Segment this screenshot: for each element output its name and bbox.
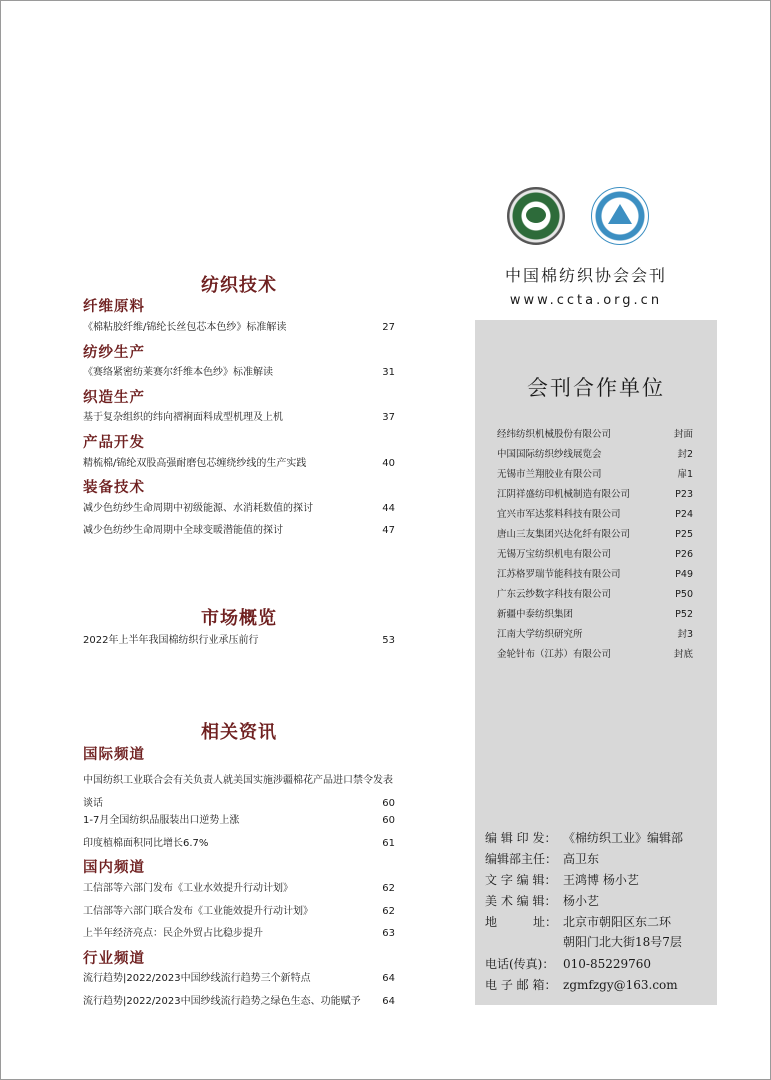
- imprint-info: [485, 828, 713, 996]
- table-of-contents: [83, 1, 395, 1079]
- list-item: [497, 528, 693, 548]
- mountain-icon: [608, 204, 632, 224]
- toc-entry-page: 40: [382, 458, 395, 469]
- toc-entry-page: 62: [382, 883, 395, 894]
- toc-entry-title: 印度植棉面积同比增长6.7%: [83, 838, 209, 849]
- toc-entry[interactable]: [83, 411, 395, 425]
- toc-entry-page: 63: [382, 928, 395, 939]
- partners-list: [497, 428, 693, 668]
- group-title-fiber: 纤维原料: [83, 299, 145, 315]
- partner-page: 封3: [677, 629, 693, 640]
- imprint-label: 编 辑 印 发：: [485, 831, 557, 845]
- partners-title: 会刊合作单位: [527, 376, 665, 400]
- toc-entry-page: 44: [382, 503, 395, 514]
- ccta-logo-icon: [507, 187, 565, 245]
- imprint-row: [485, 849, 713, 870]
- cotton-boll-icon: [526, 207, 546, 223]
- imprint-row: [485, 912, 713, 954]
- toc-entry[interactable]: [83, 457, 395, 471]
- toc-entry-title: 减少色纺纱生命周期中全球变暖潜能值的探讨: [83, 525, 283, 536]
- toc-entry-page: 62: [382, 906, 395, 917]
- partner-page: 封底: [673, 649, 693, 660]
- partner-name: 广东云纱数字科技有限公司: [497, 589, 612, 600]
- toc-entry[interactable]: [83, 769, 395, 815]
- partner-name: 江苏格罗瑞节能科技有限公司: [497, 569, 621, 580]
- toc-entry-page: 60: [382, 815, 395, 826]
- toc-entry-title: 流行趋势|2022/2023中国纱线流行趋势三个新特点: [83, 973, 311, 984]
- toc-entry[interactable]: [83, 814, 395, 828]
- partner-name: 唐山三友集团兴达化纤有限公司: [497, 529, 631, 540]
- toc-entry[interactable]: [83, 524, 395, 538]
- imprint-label: 电话(传真)：: [485, 957, 555, 971]
- partner-page: 封面: [673, 429, 693, 440]
- imprint-label: 地 址：: [485, 915, 558, 929]
- toc-entry-page: 61: [382, 838, 395, 849]
- list-item: [497, 448, 693, 468]
- imprint-label: 电 子 邮 箱：: [485, 978, 557, 992]
- toc-entry-title: 1-7月全国纺织品服装出口逆势上涨: [83, 815, 240, 826]
- list-item: [497, 428, 693, 448]
- imprint-row: [485, 891, 713, 912]
- list-item: [497, 588, 693, 608]
- list-item: [497, 648, 693, 668]
- partner-name: 无锡市兰翔胶业有限公司: [497, 469, 602, 480]
- group-title-product-dev: 产品开发: [83, 435, 145, 451]
- imprint-row: [485, 975, 713, 996]
- toc-entry-title: 减少色纺纱生命周期中初级能源、水消耗数值的探讨: [83, 503, 313, 514]
- partner-name: 经纬纺织机械股份有限公司: [497, 429, 612, 440]
- toc-entry[interactable]: [83, 905, 395, 919]
- toc-entry[interactable]: [83, 502, 395, 516]
- partner-name: 无锡万宝纺织机电有限公司: [497, 549, 612, 560]
- section-title-news: 相关资讯: [201, 722, 277, 743]
- section-title-market: 市场概览: [201, 608, 277, 629]
- address-line-2: 朝阳门北大街18号7层: [563, 935, 682, 949]
- toc-entry-page: 37: [382, 412, 395, 423]
- toc-entry[interactable]: [83, 321, 395, 335]
- toc-entry-page: 64: [382, 996, 395, 1007]
- toc-entry-title: 流行趋势|2022/2023中国纱线流行趋势之绿色生态、功能赋予: [83, 996, 361, 1007]
- group-title-weaving: 织造生产: [83, 390, 145, 406]
- toc-entry[interactable]: [83, 882, 395, 896]
- partner-page: 扉1: [677, 469, 693, 480]
- partner-name: 中国国际纺织纱线展览会: [497, 449, 602, 460]
- imprint-label: 文 字 编 辑：: [485, 873, 557, 887]
- toc-entry-title: 精梳棉/锦纶双股高强耐磨包芯缠绕纱线的生产实践: [83, 458, 307, 469]
- imprint-value: [563, 912, 682, 952]
- toc-entry[interactable]: [83, 927, 395, 941]
- toc-entry-page: 64: [382, 973, 395, 984]
- group-title-industry: 行业频道: [83, 951, 145, 967]
- imprint-row: [485, 954, 713, 975]
- toc-entry-title: 工信部等六部门联合发布《工业能效提升行动计划》: [83, 906, 313, 917]
- address-line-1: 北京市朝阳区东二环: [563, 915, 672, 929]
- association-url[interactable]: www.ccta.org.cn: [509, 293, 663, 308]
- list-item: [497, 568, 693, 588]
- partner-name: 金轮针布（江苏）有限公司: [497, 649, 612, 660]
- association-name: 中国棉纺织协会会刊: [504, 266, 667, 285]
- list-item: [497, 468, 693, 488]
- group-title-international: 国际频道: [83, 747, 145, 763]
- phone-number: 010-85229760: [563, 957, 652, 971]
- partner-page: 封2: [677, 449, 693, 460]
- imprint-row: [485, 828, 713, 849]
- partner-page: P25: [675, 529, 693, 540]
- imprint-label: 编辑部主任：: [485, 852, 558, 866]
- partner-name: 新疆中泰纺织集团: [497, 609, 574, 620]
- imprint-label: 美 术 编 辑：: [485, 894, 557, 908]
- partner-page: P52: [675, 609, 693, 620]
- partner-page: P50: [675, 589, 693, 600]
- partner-name: 江阴祥盛纺印机械制造有限公司: [497, 489, 631, 500]
- toc-entry-title: 上半年经济亮点：民企外贸占比稳步提升: [83, 928, 263, 939]
- list-item: [497, 508, 693, 528]
- toc-entry-page: 60: [382, 798, 395, 809]
- imprint-value: 王鸿博 杨小艺: [563, 873, 639, 887]
- toc-entry-title: 基于复杂组织的纬向褶裥面料成型机理及上机: [83, 412, 283, 423]
- list-item: [497, 488, 693, 508]
- toc-entry-page: 53: [382, 635, 395, 646]
- list-item: [497, 608, 693, 628]
- toc-entry-title: 中国纺织工业联合会有关负责人就美国实施涉疆棉花产品进口禁令发表谈话: [83, 775, 393, 809]
- toc-entry[interactable]: [83, 972, 395, 986]
- list-item: [497, 628, 693, 648]
- partner-page: P49: [675, 569, 693, 580]
- list-item: [497, 548, 693, 568]
- logos: [505, 187, 655, 247]
- partner-page: P23: [675, 489, 693, 500]
- toc-entry-page: 27: [382, 322, 395, 333]
- imprint-value: 高卫东: [563, 852, 600, 866]
- toc-entry[interactable]: [83, 995, 395, 1009]
- group-title-spinning: 纺纱生产: [83, 345, 145, 361]
- partner-name: 江南大学纺织研究所: [497, 629, 583, 640]
- section-title-textile-tech: 纺织技术: [201, 275, 277, 296]
- imprint-row: [485, 870, 713, 891]
- toc-entry[interactable]: [83, 837, 395, 851]
- group-title-domestic: 国内频道: [83, 860, 145, 876]
- imprint-value: 杨小艺: [563, 894, 600, 908]
- toc-entry-title: 2022年上半年我国棉纺织行业承压前行: [83, 635, 259, 646]
- partner-page: P24: [675, 509, 693, 520]
- toc-entry[interactable]: [83, 366, 395, 380]
- partners-panel: [475, 320, 717, 1005]
- toc-entry-page: 31: [382, 367, 395, 378]
- partner-name: 宜兴市军达浆料科技有限公司: [497, 509, 621, 520]
- toc-entry-page: 47: [382, 525, 395, 536]
- toc-entry-title: 工信部等六部门发布《工业水效提升行动计划》: [83, 883, 293, 894]
- imprint-value: 《棉纺织工业》编辑部: [563, 831, 684, 845]
- partner-page: P26: [675, 549, 693, 560]
- email-address[interactable]: zgmfzgy@163.com: [563, 978, 678, 992]
- group-title-equipment: 装备技术: [83, 480, 145, 496]
- jiangnan-university-logo-icon: [591, 187, 649, 245]
- toc-entry-title: 《赛络紧密纺莱赛尔纤维本色纱》标准解读: [83, 367, 273, 378]
- toc-entry-title: 《棉粘胶纤维/锦纶长丝包芯本色纱》标准解读: [83, 322, 287, 333]
- toc-entry[interactable]: [83, 634, 395, 648]
